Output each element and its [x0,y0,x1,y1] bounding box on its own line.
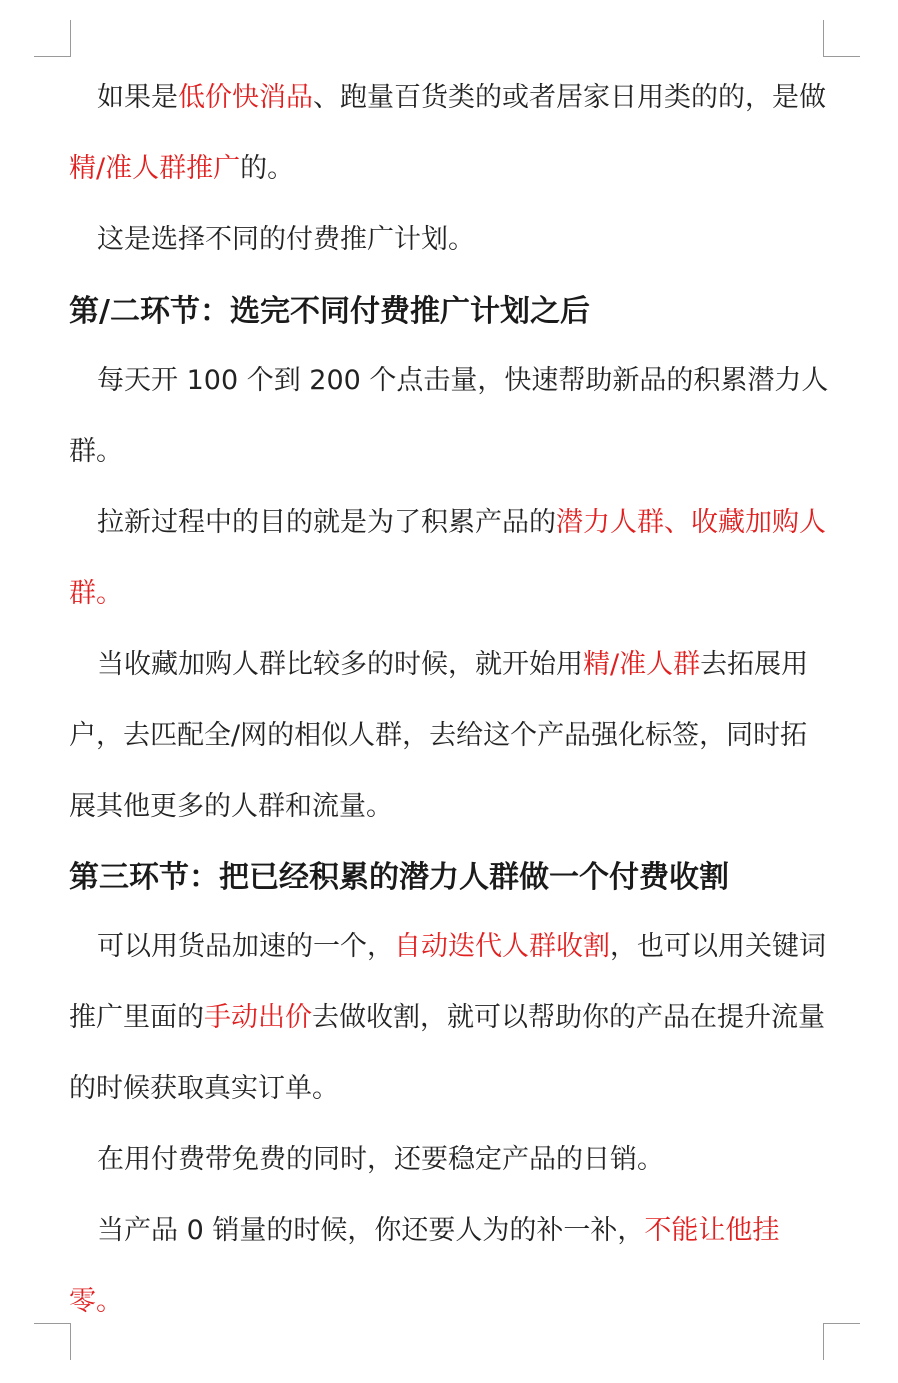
text: 在用付费带免费的同时，还要稳定产品的日销。 [97,1144,664,1175]
text: 去拓展用户，去匹配全/网的相似人群，去给这个产品强化标签，同时拓展其他更多的人群和流量。 [69,649,809,822]
text: 的。 [240,153,295,184]
text: 去做收割，就可以帮助你的产品在提升流量的时候获取真实订单。 [69,1002,825,1104]
text: 、跑量百货类的或者居家日用类的的，是做 [313,82,826,113]
text: 每天开 100 个到 200 个点击量，快速帮助新品的积累潜力人群。 [69,365,829,467]
paragraph-7 [69,1124,829,1195]
highlight-text: 精/准人群 [583,649,701,680]
paragraph-2 [69,204,829,275]
paragraph-1 [69,62,829,204]
section-heading-2: 第/二环节：选完不同付费推广计划之后 [69,294,590,329]
highlight-text: 自动迭代人群收割 [394,931,610,962]
text: 这是选择不同的付费推广计划。 [97,224,475,255]
highlight-text: 精/准人群推广 [69,153,241,184]
highlight-text: 不能让他挂零。 [69,1215,780,1317]
section-heading-3: 第三环节：把已经积累的潜力人群做一个付费收割 [69,860,729,895]
text: 当产品 0 销量的时候，你还要人为的补一补， [97,1215,645,1246]
crop-mark-bottom-left [34,1323,71,1360]
crop-mark-top-left [34,20,71,57]
crop-mark-top-right [823,20,860,57]
paragraph-4 [69,487,829,629]
highlight-text: 低价快消品 [178,82,313,113]
text: 如果是 [97,82,178,113]
paragraph-8 [69,1195,829,1337]
text: 当收藏加购人群比较多的时候，就开始用 [97,649,583,680]
highlight-text: 手动出价 [204,1002,312,1033]
text: 拉新过程中的目的就是为了积累产品的 [97,507,556,538]
paragraph-5 [69,629,829,842]
paragraph-6 [69,911,829,1124]
paragraph-3 [69,345,829,487]
text: ，也可以用关键词推广里面的 [69,931,826,1033]
text: 可以用货品加速的一个， [97,931,394,962]
highlight-text: 潜力人群、收藏加购人群。 [69,507,826,609]
